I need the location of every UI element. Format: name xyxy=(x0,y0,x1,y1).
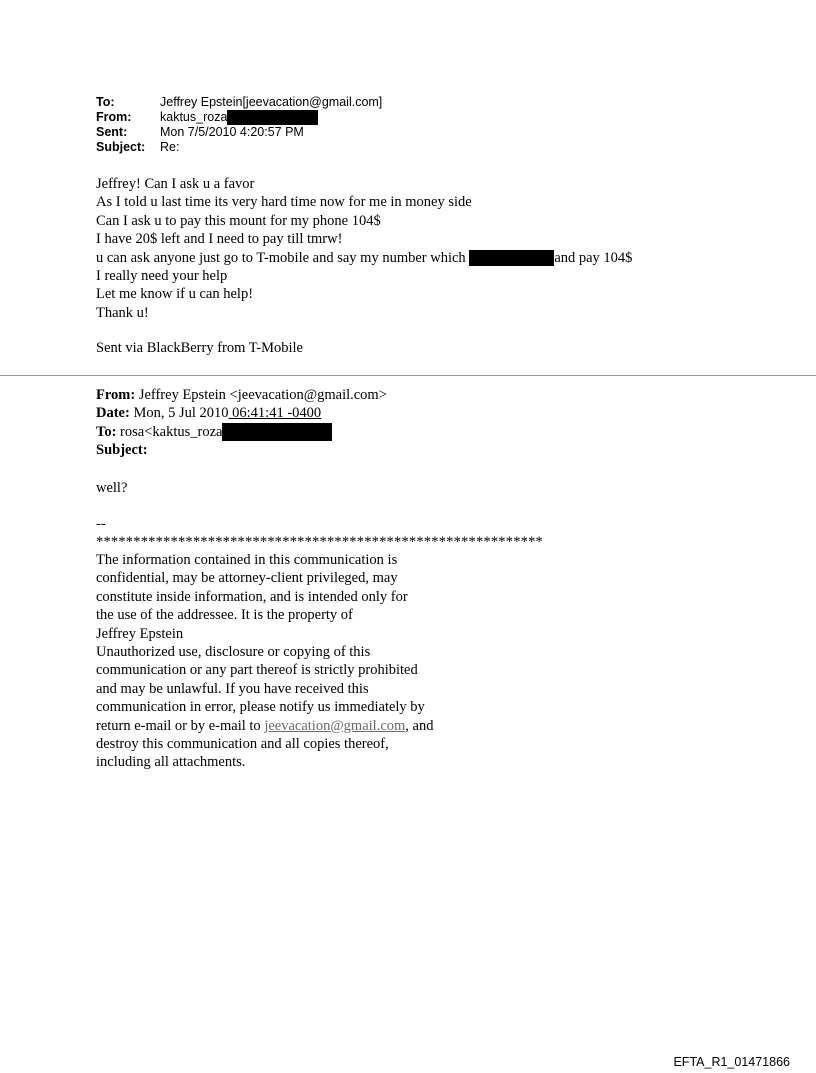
message-line: Can I ask u to pay this mount for my phone 104$ xyxy=(96,212,381,229)
from-value: kaktus_roza xyxy=(160,110,228,124)
quoted-from-label: From: xyxy=(96,387,136,403)
message-signature: Sent via BlackBerry from T-Mobile xyxy=(96,340,303,356)
header-subject-row xyxy=(96,140,382,155)
quoted-subject-row xyxy=(96,441,387,459)
disclaimer-line: communication in error, please notify us immediately by xyxy=(96,699,425,716)
disclaimer-line: The information contained in this communication is xyxy=(96,552,398,568)
disclaimer-line: including all attachments. xyxy=(96,754,246,771)
disclaimer-text: , and xyxy=(405,717,434,734)
message-line-text: u can ask anyone just go to T-mobile and say my number which xyxy=(96,249,470,266)
disclaimer-line: the use of the addressee. It is the property of xyxy=(96,607,353,624)
email-header xyxy=(96,95,382,155)
quoted-to-value: rosa<kaktus_roza xyxy=(116,423,223,440)
disclaimer xyxy=(96,551,433,772)
message-line: I really need your help xyxy=(96,268,228,285)
message-line: As I told u last time its very hard time now for me in money side xyxy=(96,194,472,211)
quoted-header xyxy=(96,386,387,460)
quoted-subject-label: Subject: xyxy=(96,442,148,459)
from-label: From: xyxy=(96,110,132,124)
redaction-box xyxy=(469,250,554,266)
sent-label: Sent: xyxy=(96,125,128,139)
subject-value: Re: xyxy=(160,140,180,154)
disclaimer-line: constitute inside information, and is intended only for xyxy=(96,588,408,605)
quoted-date-time: 06:41:41 -0400 xyxy=(228,405,322,422)
to-value: Jeffrey Epstein[jeevacation@gmail.com] xyxy=(160,95,383,109)
message-line: Jeffrey! Can I ask u a favor xyxy=(96,176,255,192)
document-id: EFTA_R1_01471866 xyxy=(673,1055,790,1069)
disclaimer-line xyxy=(96,717,433,735)
message-line: Let me know if u can help! xyxy=(96,286,254,303)
disclaimer-text: return e-mail or by e-mail to xyxy=(96,717,265,734)
subject-label: Subject: xyxy=(96,140,146,154)
message-line: Thank u! xyxy=(96,304,149,321)
header-from-row xyxy=(96,110,382,125)
quoted-date-row xyxy=(96,404,387,422)
quoted-from-row xyxy=(96,386,387,404)
sent-value: Mon 7/5/2010 4:20:57 PM xyxy=(160,125,304,139)
to-label: To: xyxy=(96,95,115,109)
disclaimer-line: destroy this communication and all copies thereof, xyxy=(96,736,389,753)
quoted-date-value: Mon, 5 Jul 2010 xyxy=(129,405,229,422)
disclaimer-line: Unauthorized use, disclosure or copying of this xyxy=(96,644,371,661)
quoted-from-value: Jeffrey Epstein <jeevacation@gmail.com> xyxy=(135,387,387,403)
redaction-box xyxy=(227,110,318,125)
disclaimer-line: confidential, may be attorney-client privileged, may xyxy=(96,570,398,587)
divider xyxy=(0,375,816,376)
signature-separator: -- xyxy=(96,516,106,532)
disclaimer-line: communication or any part thereof is strictly prohibited xyxy=(96,662,418,679)
message-line: I have 20$ left and I need to pay till tmrw! xyxy=(96,231,343,248)
asterisk-rule: ************************************************************ xyxy=(96,534,543,550)
email-link[interactable]: jeevacation@gmail.com xyxy=(264,717,406,734)
quoted-to-row xyxy=(96,423,387,441)
quoted-to-label: To: xyxy=(96,423,117,440)
message-line-text: and pay 104$ xyxy=(554,249,633,266)
quoted-body: well? xyxy=(96,480,128,496)
header-to-row xyxy=(96,95,382,110)
header-sent-row xyxy=(96,125,382,140)
disclaimer-line: Jeffrey Epstein xyxy=(96,625,184,642)
quoted-date-label: Date: xyxy=(96,405,130,422)
redaction-box xyxy=(222,423,332,441)
message-line xyxy=(96,249,632,267)
message-body xyxy=(96,175,632,322)
disclaimer-line: and may be unlawful. If you have received this xyxy=(96,680,369,697)
